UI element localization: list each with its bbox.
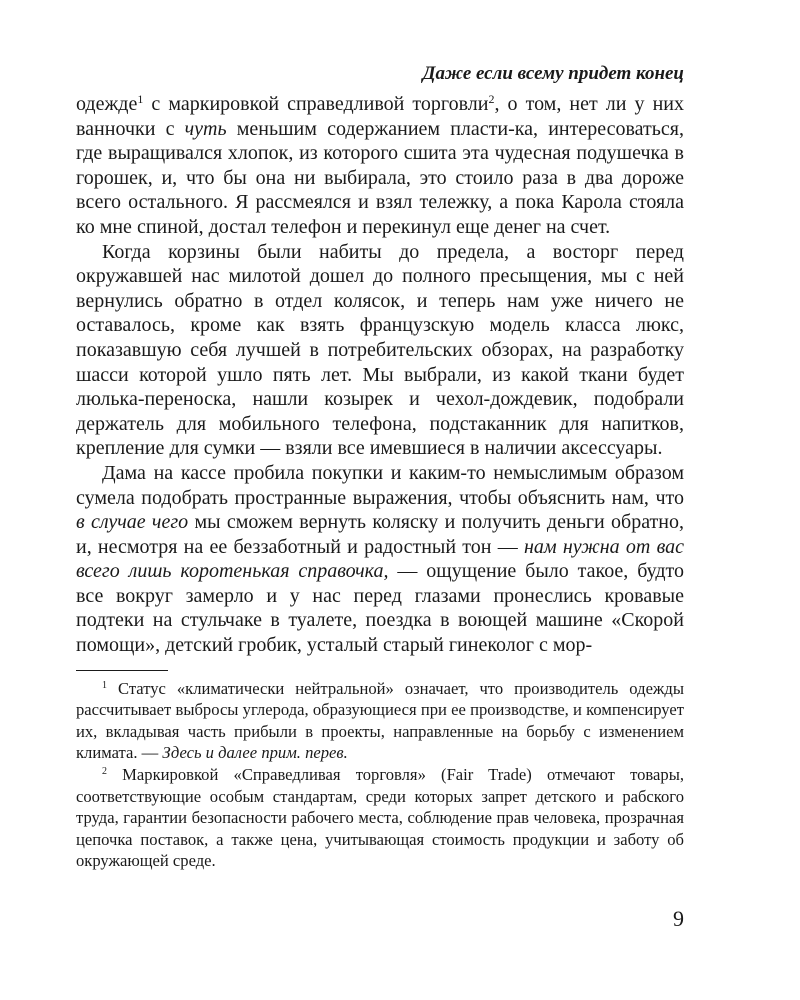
text-run: Маркировкой «Справедливая торговля» (Fair Trade) отмечают товары, соответствующие особым стандартам, среди которых запрет детского и рабского труда, гарантии безопасности рабочего места, соблюдение прав человека, прозрачная цепочка поставок, а также цена, учитывающая стоимость продукции и заботу об окружающей среде. xyxy=(76,765,684,871)
running-head: Даже если всему придет конец xyxy=(422,63,684,84)
text-run: Статус «климатически нейтральной» означает, что производитель одежды рассчитывает выбросы углерода, образующиеся при ее производстве, и компенсирует их, вкладывая часть прибыли в проекты, направленные на борьбу с изменением климата. — xyxy=(76,678,684,763)
paragraph xyxy=(76,461,684,658)
paragraph xyxy=(76,240,684,461)
text-run: с маркировкой справедливой торговли xyxy=(143,93,489,115)
main-text xyxy=(76,92,684,658)
footnote-marker: 2 xyxy=(488,92,495,106)
italic-text: в случае чего xyxy=(76,511,189,534)
italic-text: нам нужна от вас всего лишь коротенькая справочка, xyxy=(76,535,684,583)
paragraph xyxy=(76,92,684,240)
footnotes xyxy=(76,678,684,872)
footnote-marker: 1 xyxy=(102,679,107,691)
text-run: Дама на кассе пробила покупки и каким-то немыслимым образом сумела подобрать пространные выражения, чтобы объяснить нам, что xyxy=(76,461,684,509)
footnote-marker: 2 xyxy=(102,766,107,778)
page-number: 9 xyxy=(673,906,684,931)
footnote xyxy=(76,678,684,764)
footnote xyxy=(76,764,684,872)
text-run: — ощущение было такое, будто все вокруг замерло и у нас перед глазами пронеслись кровавые подтеки на стульчаке в туалете, поездка в воющей машине «Скорой помощи», детский гробик, усталый старый гинеколог с мор- xyxy=(76,560,684,657)
text-run: Когда корзины были набиты до предела, а восторг перед окружавшей нас милотой дошел до полного пресыщения, мы с ней вернулись обратно в отдел колясок, и теперь нам уже ничего не оставалось, кроме как взять французскую модель класса люкс, показавшую себя лучшей в потребительских обзорах, на разработку шасси которой ушло пять лет. Мы выбрали, из какой ткани будет люлька-переноска, нашли козырек и чехол-дождевик, подобрали держатель для мобильного телефона, подстаканник для напитков, крепление для сумки — взяли все имевшиеся в наличии аксессуары. xyxy=(76,240,684,460)
italic-text: Здесь и далее прим. перев. xyxy=(162,743,348,763)
footnote-divider xyxy=(76,670,168,671)
text-run: меньшим содержанием пласти-ка, интересоваться, где выращивался хлопок, из которого сшита эта чудесная подушечка в горошек, и, что бы она ни выбирала, это стоило раза в два дороже всего остального. Я рассмеялся и взял тележку, а пока Карола стояла ко мне спиной, достал телефон и перекинул еще денег на счет. xyxy=(76,117,684,238)
text-run: мы сможем вернуть коляску и получить деньги обратно, и, несмотря на ее беззаботный и радостный тон — xyxy=(76,511,684,558)
italic-text: чуть xyxy=(184,117,227,140)
book-page xyxy=(76,62,684,872)
footnote-marker: 1 xyxy=(137,92,144,106)
text-run: , о том, нет ли у них ванночки с xyxy=(76,93,684,140)
text-run: одежде xyxy=(76,93,138,115)
